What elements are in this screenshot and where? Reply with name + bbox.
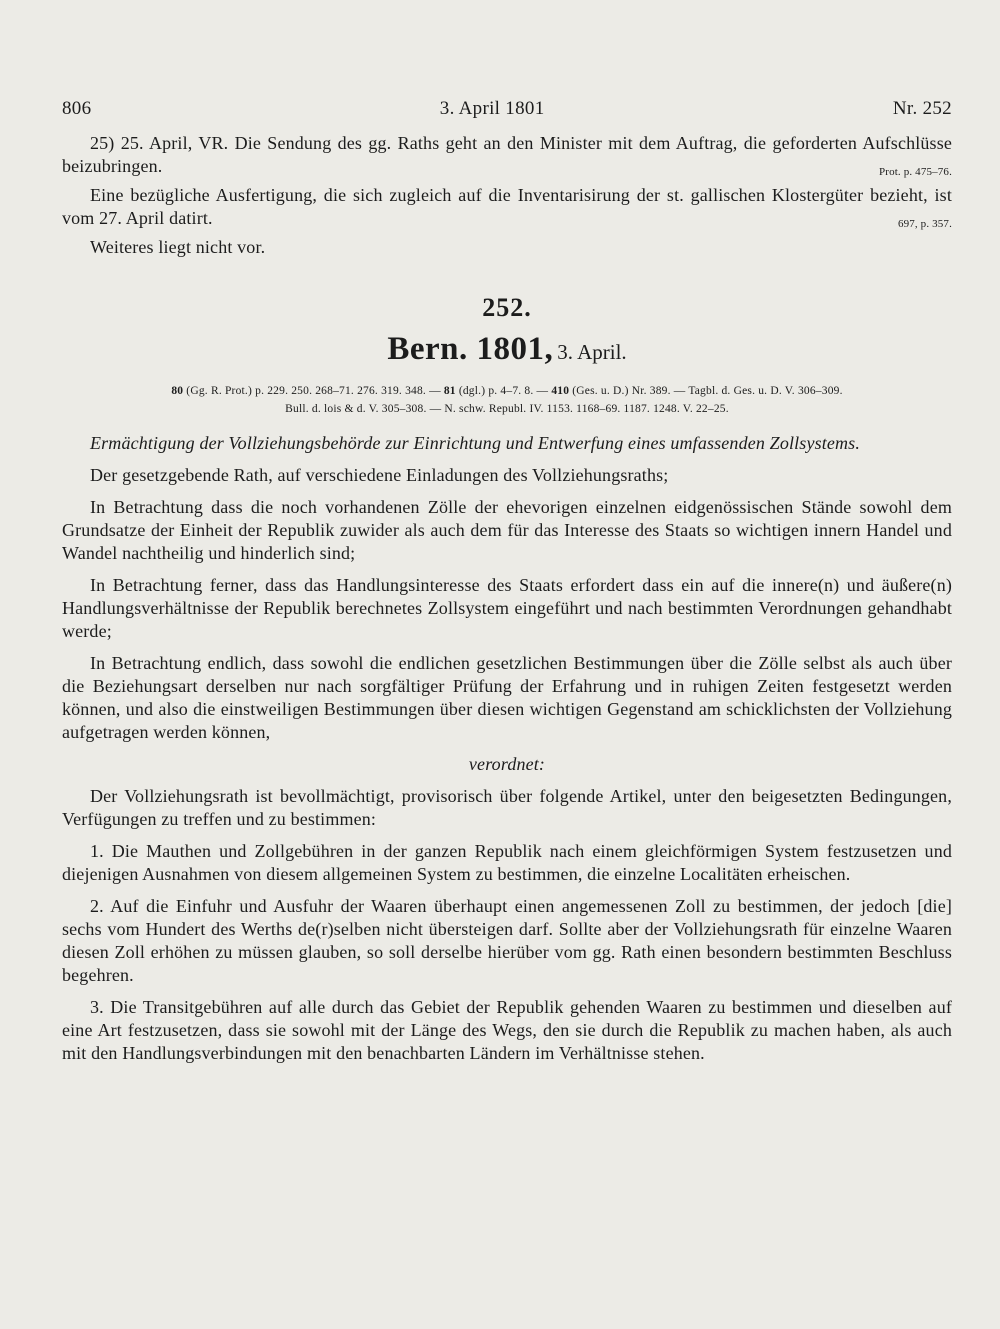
source-references — [62, 382, 952, 418]
running-header — [62, 98, 952, 120]
source-text: (Gg. R. Prot.) p. 229. 250. 268–71. 276. 319. 348. — — [183, 385, 444, 397]
article-paragraph: 2. Auf die Einfuhr und Ausfuhr der Waaren überhaupt einen angemessenen Zoll zu bestimmen, der jedoch [die] sechs vom Hundert des Werths de(r)selben nicht übersteigen darf. Sollte aber der Vollziehungsrath für einzelne Waaren diesen Zoll erhöhen zu müssen glauben, so soll derselbe hierüber vom gg. Rath einen besondern bestimmten Beschluss begehren. — [62, 896, 952, 985]
document-number: 252. — [482, 293, 532, 322]
source-text: (dgl.) p. 4–7. 8. — — [455, 385, 552, 397]
previous-note — [62, 184, 952, 230]
source-volume: 81 — [443, 385, 456, 397]
source-volume: 410 — [551, 385, 570, 397]
body-paragraph: In Betrachtung dass die noch vorhandenen Zölle der ehevorigen einzelnen eidgenössischen Stände sowohl dem Grundsatze der Einheit der Republik zuwider als auch dem für das Interesse des Staats so wichtigen innern Handel und Wandel nachtheilig und hinderlich sind; — [62, 497, 952, 563]
body-paragraph: In Betrachtung endlich, dass sowohl die endlichen gesetzlichen Bestimmungen über die Zölle selbst als auch über die Beziehungsart derselben nur nach sorgfältiger Prüfung der Erfahrung und in ruhigen Zeiten festgesetzt werden können, und also die einstweiligen Bestimmungen über diesen wichtigen Gegenstand am schicklichsten der Vollziehung aufgetragen werden können, — [62, 653, 952, 742]
previous-note-ref: 697, p. 357. — [897, 218, 952, 230]
article-paragraph: 1. Die Mauthen und Zollgebühren in der ganzen Republik nach einem gleichförmigen System festzusetzen und diejenigen Ausnahmen von diesem allgemeinen System zu bestimmen, die einzelne Localitäten erheischen. — [62, 841, 952, 884]
previous-note-ref: Prot. p. 475–76. — [879, 166, 952, 178]
header-date: 3. April 1801 — [439, 98, 545, 119]
page-content — [62, 132, 952, 1065]
article-paragraph: Der Vollziehungsrath ist bevollmächtigt, provisorisch über folgende Artikel, unter den beigesetzten Bedingungen, Verfügungen zu treffen und zu bestimmen: — [62, 786, 952, 829]
source-text: (Ges. u. D.) Nr. 389. — Tagbl. d. Ges. u. D. V. 306–309. — [569, 385, 843, 397]
document-place-date — [62, 331, 952, 368]
previous-note-text: 25) 25. April, VR. Die Sendung des gg. Raths geht an den Minister mit dem Auftrag, die geforderten Aufschlüsse beizubringen. — [62, 133, 952, 176]
source-line — [62, 382, 952, 400]
source-line: Bull. d. lois & d. V. 305–308. — N. schw. Republ. IV. 1153. 1168–69. 1187. 1248. V. 22–25. — [285, 403, 729, 415]
previous-note — [62, 132, 952, 178]
body-paragraph: Der gesetzgebende Rath, auf verschiedene Einladungen des Vollziehungsraths; — [90, 465, 669, 485]
body-paragraph: In Betrachtung ferner, dass das Handlungsinteresse des Staats erfordert dass ein auf die innere(n) und äußere(n) Handlungsverhältnisse der Republik berechnetes Zollsystem eingeführt und nach bestimmten Verordnungen gehandhabt werde; — [62, 575, 952, 641]
article-paragraph: 3. Die Transitgebühren auf alle durch das Gebiet der Republik gehenden Waaren zu bestimmen und dieselben auf eine Art festzusetzen, dass sie sowohl mit der Länge des Wegs, den sie durch die Republik zu machen haben, als auch mit den Handlungsverbindungen mit den benachbarten Ländern im Verhältnisse stehen. — [62, 997, 952, 1063]
previous-note-text: Weiteres liegt nicht vor. — [90, 237, 266, 257]
previous-note-text: Eine bezügliche Ausfertigung, die sich zugleich auf die Inventarisirung der st. gallischen Klostergüter bezieht, ist vom 27. April datirt. — [62, 185, 952, 228]
document-date: 3. April. — [557, 340, 627, 364]
document-summary: Ermächtigung der Vollziehungsbehörde zur Einrichtung und Entwerfung eines umfassenden Zollsystems. — [90, 433, 860, 453]
source-volume: 80 — [171, 385, 184, 397]
decree-word: verordnet: — [468, 754, 546, 774]
previous-note — [62, 236, 952, 259]
page-number: 806 — [62, 98, 92, 119]
document-place: Bern. 1801, — [387, 331, 554, 367]
header-doc-ref: Nr. 252 — [892, 98, 952, 119]
